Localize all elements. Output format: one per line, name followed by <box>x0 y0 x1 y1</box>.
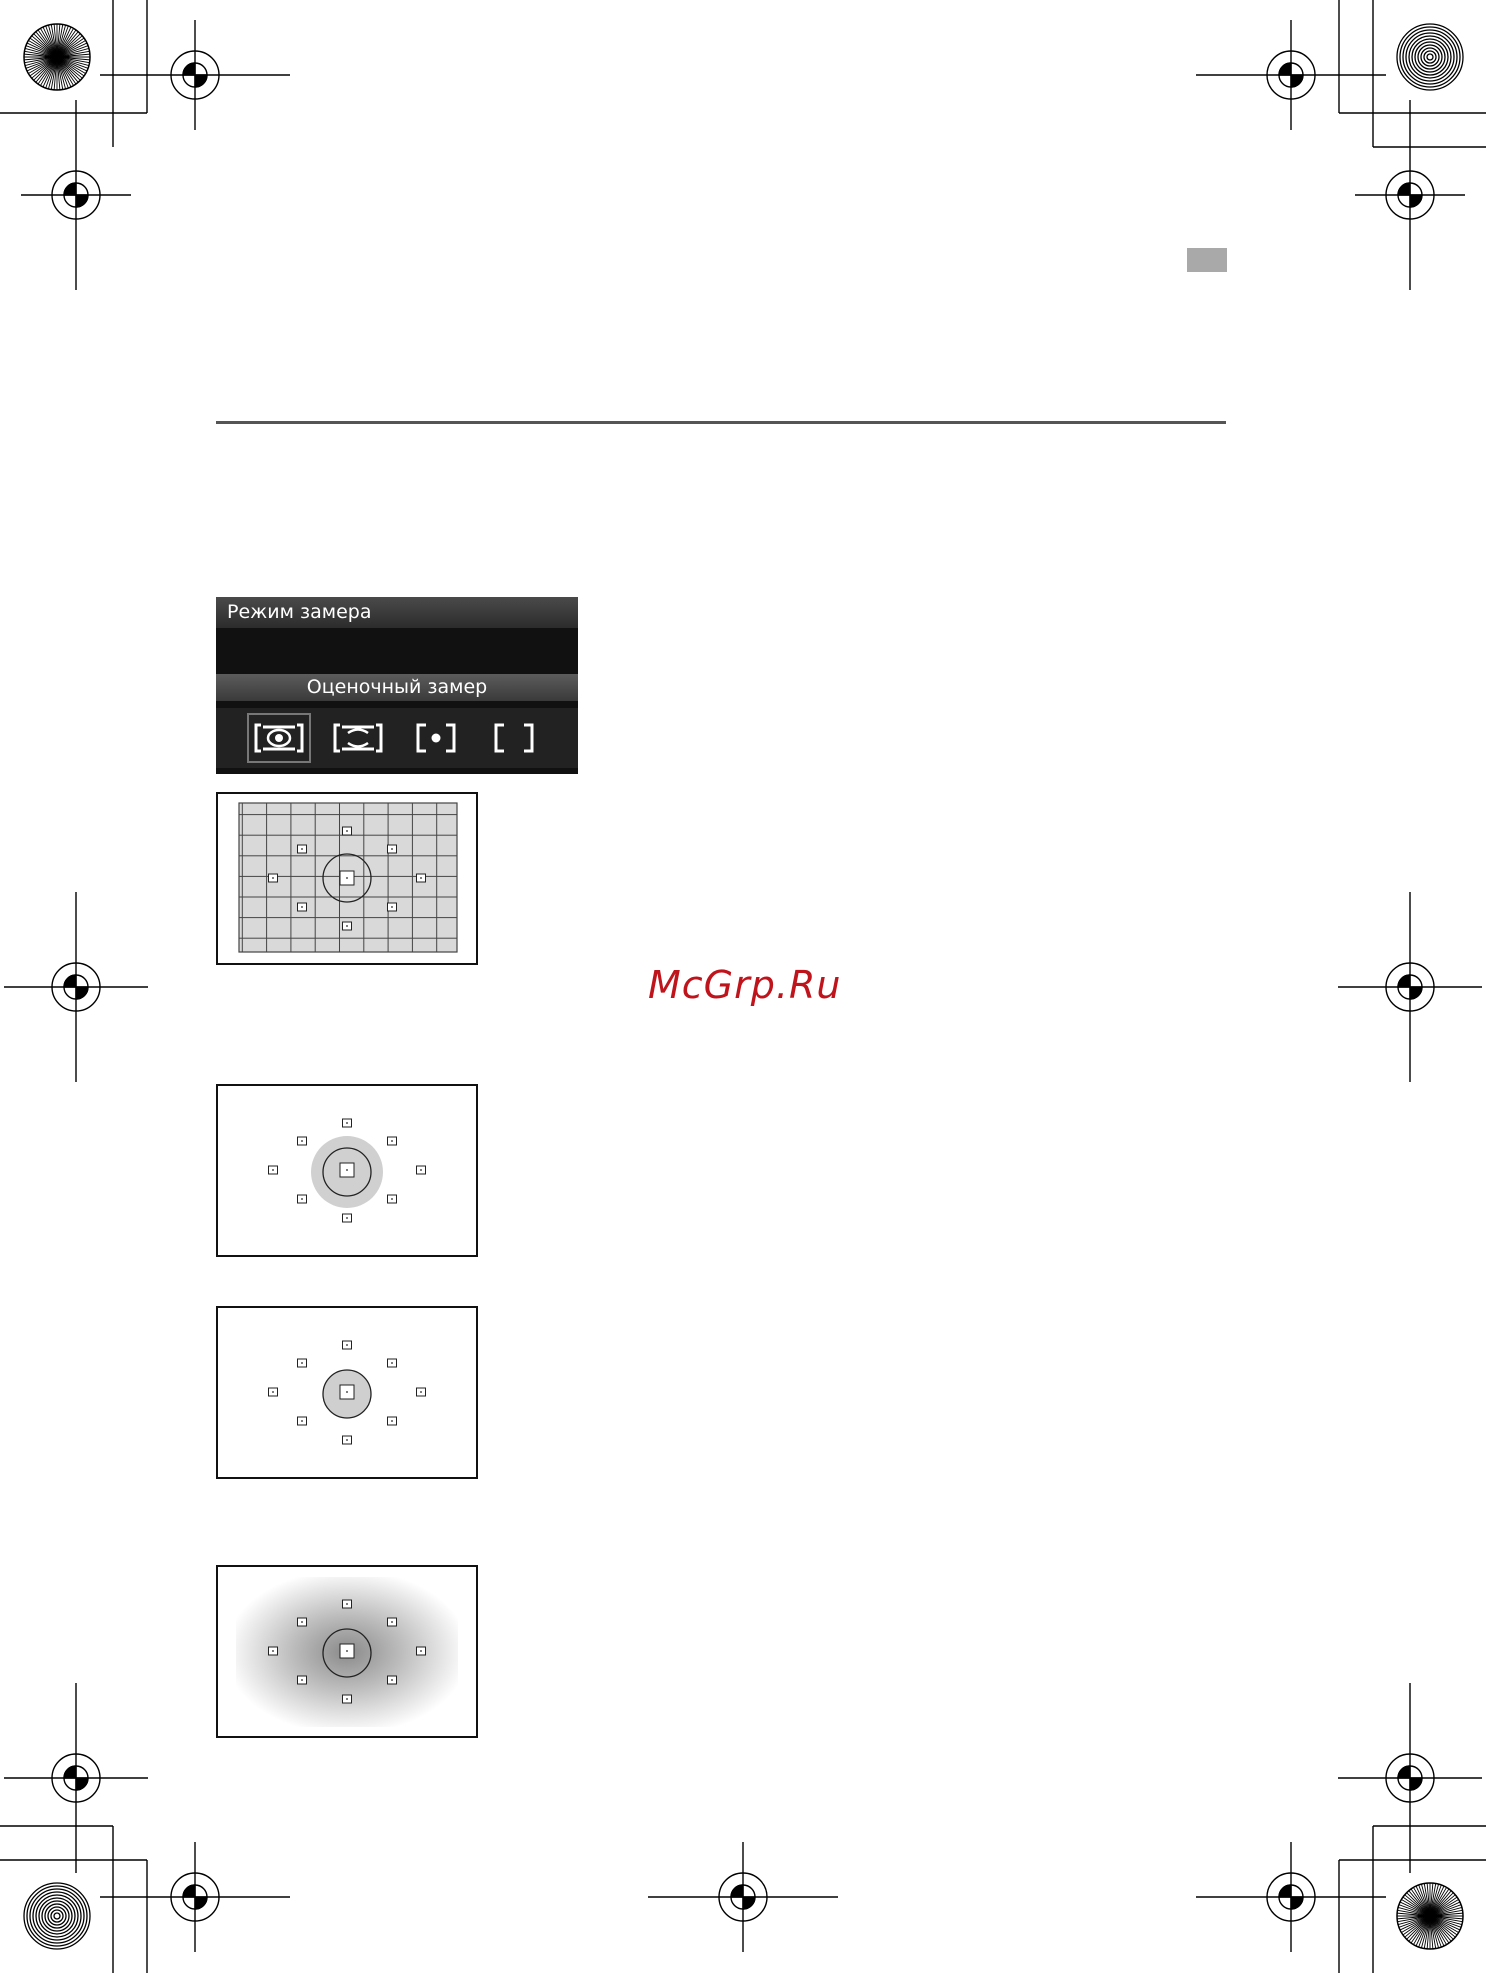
partial-metering-diagram <box>216 1084 478 1257</box>
spot-metering-diagram <box>216 1306 478 1479</box>
af-point-dot <box>301 1621 303 1623</box>
af-point-dot <box>301 1679 303 1681</box>
evaluative-metering-zones <box>218 794 476 963</box>
af-point-dot <box>391 1621 393 1623</box>
registration-crosshair <box>1338 1683 1482 1873</box>
mode-icon-row <box>216 708 578 768</box>
registration-crosshair <box>648 1842 838 1952</box>
af-point-dot <box>301 906 303 908</box>
registration-crosshair <box>100 1842 290 1952</box>
af-point-dot <box>346 925 348 927</box>
af-point-dot <box>272 877 274 879</box>
af-point-dot <box>272 1650 274 1652</box>
partial-metering-icon <box>326 713 390 763</box>
menu-title: Режим замера <box>216 597 578 628</box>
af-point-dot <box>391 1198 393 1200</box>
af-point-dot <box>391 1140 393 1142</box>
center-weighted-metering-diagram <box>216 1565 478 1738</box>
registration-crosshair <box>21 100 131 290</box>
af-point-dot <box>420 1650 422 1652</box>
af-point-dot <box>346 830 348 832</box>
registration-crosshair <box>1196 1842 1386 1952</box>
registration-crosshair <box>1338 892 1482 1082</box>
af-point-dot <box>301 848 303 850</box>
selected-mode-label: Оценочный замер <box>216 674 578 701</box>
af-point-dot <box>301 1140 303 1142</box>
metering-mode-menu <box>216 597 578 774</box>
af-point-dot <box>346 877 348 879</box>
af-point-dot <box>391 906 393 908</box>
af-point-dot <box>391 1679 393 1681</box>
af-point-dot <box>272 1391 274 1393</box>
af-point-dot <box>346 1650 348 1652</box>
watermark: McGrp.Ru <box>648 963 842 1007</box>
evaluative-metering-diagram <box>216 792 478 965</box>
af-point-dot <box>346 1698 348 1700</box>
partial-metering-area <box>218 1086 476 1255</box>
af-point-dot <box>301 1198 303 1200</box>
spot-metering-icon <box>404 713 468 763</box>
af-point-dot <box>272 1169 274 1171</box>
spot-metering-button[interactable] <box>404 713 468 763</box>
af-point-dot <box>391 1420 393 1422</box>
af-point-dot <box>420 1391 422 1393</box>
spot-metering-area <box>218 1308 476 1477</box>
af-point-dot <box>346 1439 348 1441</box>
ring-target-disc <box>1397 24 1463 90</box>
af-point-dot <box>391 1362 393 1364</box>
partial-metering-button[interactable] <box>326 713 390 763</box>
af-point-dot <box>346 1603 348 1605</box>
af-point-dot <box>346 1169 348 1171</box>
evaluative-metering-button[interactable] <box>247 713 311 763</box>
ring-target-disc <box>24 1883 90 1949</box>
af-point-dot <box>301 1362 303 1364</box>
af-point-dot <box>420 1169 422 1171</box>
section-divider <box>216 421 1226 424</box>
center-weighted-metering-button[interactable] <box>482 713 546 763</box>
af-point-dot <box>346 1217 348 1219</box>
center-weighted-metering-area <box>218 1567 476 1736</box>
registration-crosshair <box>1355 100 1465 290</box>
af-point-dot <box>346 1344 348 1346</box>
registration-crosshair <box>4 1683 148 1873</box>
registration-crosshair <box>4 892 148 1082</box>
af-point-dot <box>346 1391 348 1393</box>
af-point-dot <box>346 1122 348 1124</box>
star-target-disc <box>24 24 90 90</box>
af-point-dot <box>391 848 393 850</box>
evaluative-metering-icon <box>247 713 311 763</box>
star-target-disc <box>1397 1883 1463 1949</box>
chapter-tab <box>1187 248 1227 272</box>
af-point-dot <box>301 1420 303 1422</box>
center-weighted-metering-icon <box>482 713 546 763</box>
af-point-dot <box>420 877 422 879</box>
